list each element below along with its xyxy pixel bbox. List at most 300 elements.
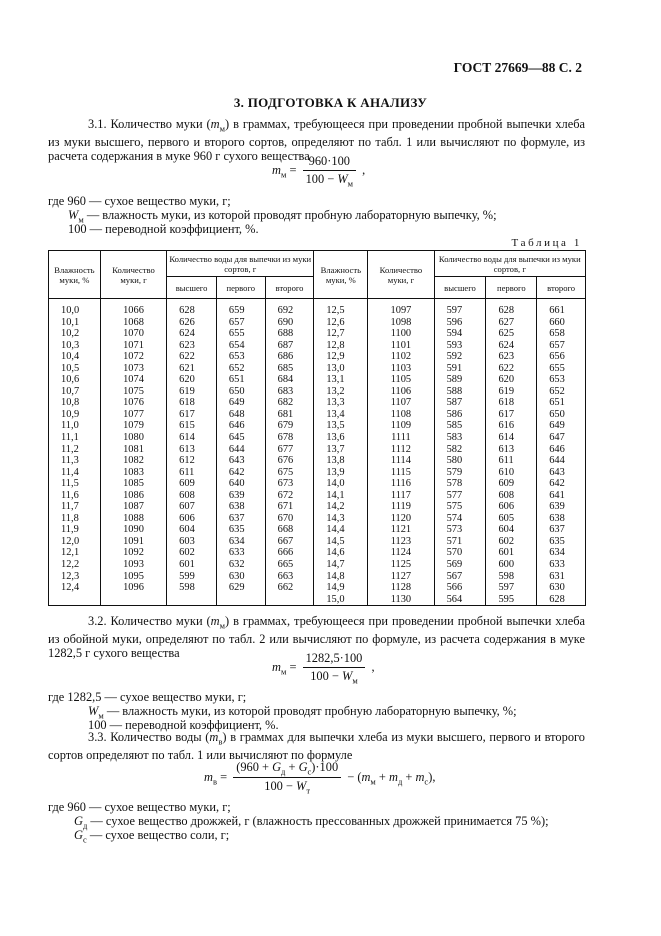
table-cell: 14,1 bbox=[314, 490, 368, 502]
table-cell: 611 bbox=[486, 455, 537, 467]
table-row bbox=[49, 582, 586, 594]
table-cell: 567 bbox=[434, 571, 486, 583]
table-cell: 1101 bbox=[368, 340, 434, 352]
table-cell bbox=[265, 594, 314, 606]
text: ) в граммах, требующееся при проведении пробной выпечки хлеба из муки высшего, первого и второго сортов, определяют по табл. 1 или вычисляют по формуле, из расчета содержания в муке 960 г сухого вещества bbox=[48, 117, 585, 163]
table-cell: 11,6 bbox=[49, 490, 101, 502]
t: 100 — переводной коэффициент, %. bbox=[88, 718, 279, 732]
table-cell: 599 bbox=[167, 571, 217, 583]
table-cell: 569 bbox=[434, 559, 486, 571]
s: с bbox=[82, 834, 87, 845]
table-cell: 1121 bbox=[368, 524, 434, 536]
table-cell: 611 bbox=[167, 467, 217, 479]
table-cell: 624 bbox=[486, 340, 537, 352]
table-cell: 571 bbox=[434, 536, 486, 548]
table-cell: 1072 bbox=[100, 351, 166, 363]
table-cell: 1115 bbox=[368, 467, 434, 479]
table-cell: 586 bbox=[434, 409, 486, 421]
t: − ( bbox=[344, 769, 362, 784]
table-row bbox=[49, 299, 586, 317]
table-body bbox=[49, 299, 586, 606]
formula-1 bbox=[272, 154, 365, 188]
table-cell: 595 bbox=[486, 594, 537, 606]
table-row bbox=[49, 420, 586, 432]
table-cell: 598 bbox=[486, 571, 537, 583]
table-cell: 649 bbox=[537, 420, 586, 432]
table-cell: 1108 bbox=[368, 409, 434, 421]
th-flour-qty-2: Количество муки, г bbox=[368, 251, 434, 299]
table-cell: 657 bbox=[537, 340, 586, 352]
th-second-2: второго bbox=[537, 277, 586, 299]
table-row bbox=[49, 328, 586, 340]
table-cell: 602 bbox=[167, 547, 217, 559]
v: m bbox=[361, 769, 371, 784]
table-cell: 637 bbox=[216, 513, 265, 525]
table-cell: 587 bbox=[434, 397, 486, 409]
table-cell: 614 bbox=[167, 432, 217, 444]
table-cell: 630 bbox=[216, 571, 265, 583]
table-cell: 688 bbox=[265, 328, 314, 340]
where-3-2 bbox=[74, 828, 229, 846]
table-cell: 11,4 bbox=[49, 467, 101, 479]
denominator bbox=[303, 171, 357, 188]
table-cell: 13,9 bbox=[314, 467, 368, 479]
table-cell: 12,9 bbox=[314, 351, 368, 363]
table-cell: 13,5 bbox=[314, 420, 368, 432]
table-cell: 583 bbox=[434, 432, 486, 444]
table-cell: 602 bbox=[486, 536, 537, 548]
where-2-0 bbox=[48, 690, 246, 704]
den-text: 100 − bbox=[264, 779, 297, 794]
table-row bbox=[49, 571, 586, 583]
table-cell: 672 bbox=[265, 490, 314, 502]
table-cell: 566 bbox=[434, 582, 486, 594]
t: (960 + bbox=[236, 760, 273, 774]
table-cell: 685 bbox=[265, 363, 314, 375]
t: — влажность муки, из которой проводят пробную лабораторную выпечку, %; bbox=[83, 208, 497, 222]
table-cell: 641 bbox=[537, 490, 586, 502]
s: д bbox=[281, 766, 286, 777]
fraction bbox=[233, 760, 341, 796]
table-cell: 654 bbox=[216, 340, 265, 352]
table-cell: 606 bbox=[486, 501, 537, 513]
table-row bbox=[49, 524, 586, 536]
v: G bbox=[272, 760, 282, 774]
table-cell: 1085 bbox=[100, 478, 166, 490]
var: m bbox=[210, 117, 220, 131]
table-cell: 12,0 bbox=[49, 536, 101, 548]
table-cell: 633 bbox=[537, 559, 586, 571]
table-cell: 608 bbox=[486, 490, 537, 502]
s: м bbox=[78, 214, 84, 225]
table-cell: 675 bbox=[265, 467, 314, 479]
t: )·100 bbox=[311, 760, 339, 774]
table-cell: 623 bbox=[486, 351, 537, 363]
table-cell: 13,7 bbox=[314, 444, 368, 456]
table-cell: 1130 bbox=[368, 594, 434, 606]
s: м bbox=[98, 710, 104, 721]
table-cell: 1106 bbox=[368, 386, 434, 398]
table-row bbox=[49, 467, 586, 479]
table-cell: 608 bbox=[167, 490, 217, 502]
table-cell: 1124 bbox=[368, 547, 434, 559]
table-cell: 667 bbox=[265, 536, 314, 548]
table-cell: 613 bbox=[167, 444, 217, 456]
table-cell: 637 bbox=[537, 524, 586, 536]
table-cell: 660 bbox=[537, 317, 586, 329]
t: — сухое вещество соли, г; bbox=[86, 828, 230, 842]
text: ) в граммах для выпечки хлеба из муки высшего, первого и второго сортов определяют по табл. 1 или вычисляют по формуле bbox=[48, 730, 585, 763]
table-cell: 14,9 bbox=[314, 582, 368, 594]
table-cell: 1125 bbox=[368, 559, 434, 571]
table-row bbox=[49, 386, 586, 398]
table-row bbox=[49, 547, 586, 559]
var-sub: м bbox=[219, 620, 226, 631]
den-var: W bbox=[341, 669, 353, 683]
table-cell: 10,6 bbox=[49, 374, 101, 386]
th-moisture-2: Влажность муки, % bbox=[314, 251, 368, 299]
var: m bbox=[209, 730, 219, 744]
table-cell: 10,8 bbox=[49, 397, 101, 409]
table-cell: 11,9 bbox=[49, 524, 101, 536]
table-cell: 1103 bbox=[368, 363, 434, 375]
fraction bbox=[303, 154, 357, 188]
table-row bbox=[49, 340, 586, 352]
table-cell: 10,5 bbox=[49, 363, 101, 375]
table-cell: 588 bbox=[434, 386, 486, 398]
table-cell: 1083 bbox=[100, 467, 166, 479]
s: д bbox=[397, 776, 403, 787]
table-cell: 1112 bbox=[368, 444, 434, 456]
table-cell: 628 bbox=[167, 299, 217, 317]
table-cell: 11,7 bbox=[49, 501, 101, 513]
table-cell: 14,6 bbox=[314, 547, 368, 559]
table-cell: 621 bbox=[167, 363, 217, 375]
table-row bbox=[49, 363, 586, 375]
table-cell: 612 bbox=[167, 455, 217, 467]
table-cell: 14,8 bbox=[314, 571, 368, 583]
table-cell: 618 bbox=[486, 397, 537, 409]
table-cell: 677 bbox=[265, 444, 314, 456]
table-cell: 644 bbox=[216, 444, 265, 456]
eq: = bbox=[289, 660, 297, 675]
table-cell: 10,1 bbox=[49, 317, 101, 329]
table-cell: 578 bbox=[434, 478, 486, 490]
table-cell: 603 bbox=[167, 536, 217, 548]
table-cell: 12,1 bbox=[49, 547, 101, 559]
table-cell: 615 bbox=[167, 420, 217, 432]
table-cell: 564 bbox=[434, 594, 486, 606]
th-moisture: Влажность муки, % bbox=[49, 251, 101, 299]
th-water-2: Количество воды для выпечки из муки сортов, г bbox=[434, 251, 585, 277]
table-cell: 11,0 bbox=[49, 420, 101, 432]
table-cell: 626 bbox=[167, 317, 217, 329]
table-cell: 1117 bbox=[368, 490, 434, 502]
table-cell: 10,9 bbox=[49, 409, 101, 421]
table-cell: 1128 bbox=[368, 582, 434, 594]
table-cell: 1090 bbox=[100, 524, 166, 536]
table-cell: 1109 bbox=[368, 420, 434, 432]
table-caption: Таблица 1 bbox=[511, 237, 582, 249]
text: 3.3. Количество воды ( bbox=[88, 730, 210, 744]
table-cell: 12,2 bbox=[49, 559, 101, 571]
table-cell: 638 bbox=[216, 501, 265, 513]
table-cell: 642 bbox=[216, 467, 265, 479]
table-cell: 1068 bbox=[100, 317, 166, 329]
t: — влажность муки, из которой проводят пробную лабораторную выпечку, %; bbox=[103, 704, 517, 718]
table-cell: 13,6 bbox=[314, 432, 368, 444]
lhs-sub: м bbox=[280, 169, 287, 180]
t: + bbox=[402, 769, 416, 784]
table-cell bbox=[100, 594, 166, 606]
table-cell: 609 bbox=[167, 478, 217, 490]
table-row bbox=[49, 374, 586, 386]
table-cell: 596 bbox=[434, 317, 486, 329]
table-cell: 1095 bbox=[100, 571, 166, 583]
table-cell: 623 bbox=[167, 340, 217, 352]
table-cell: 1111 bbox=[368, 432, 434, 444]
table-cell: 619 bbox=[167, 386, 217, 398]
table-row bbox=[49, 559, 586, 571]
table-cell: 570 bbox=[434, 547, 486, 559]
table-cell: 1097 bbox=[368, 299, 434, 317]
table-cell: 639 bbox=[537, 501, 586, 513]
table-cell: 1077 bbox=[100, 409, 166, 421]
table-cell: 1123 bbox=[368, 536, 434, 548]
table-cell: 1091 bbox=[100, 536, 166, 548]
table-cell: 1076 bbox=[100, 397, 166, 409]
table-cell: 634 bbox=[216, 536, 265, 548]
table-cell: 1080 bbox=[100, 432, 166, 444]
table-cell: 652 bbox=[537, 386, 586, 398]
table-cell: 597 bbox=[486, 582, 537, 594]
table-cell: 1079 bbox=[100, 420, 166, 432]
table-cell: 625 bbox=[486, 328, 537, 340]
table-cell: 634 bbox=[537, 547, 586, 559]
table-cell: 650 bbox=[216, 386, 265, 398]
v: G bbox=[74, 828, 83, 842]
paragraph-3-3 bbox=[48, 731, 585, 763]
table-cell: 647 bbox=[537, 432, 586, 444]
table-cell: 622 bbox=[167, 351, 217, 363]
table-cell: 1075 bbox=[100, 386, 166, 398]
table-cell: 11,5 bbox=[49, 478, 101, 490]
table-cell: 668 bbox=[265, 524, 314, 536]
table-cell: 1086 bbox=[100, 490, 166, 502]
table-row bbox=[49, 455, 586, 467]
table-cell: 653 bbox=[216, 351, 265, 363]
table-cell: 1092 bbox=[100, 547, 166, 559]
table-cell: 601 bbox=[486, 547, 537, 559]
table-cell: 655 bbox=[537, 363, 586, 375]
table-cell: 618 bbox=[167, 397, 217, 409]
v: W bbox=[68, 208, 79, 222]
table-cell: 12,7 bbox=[314, 328, 368, 340]
var: m bbox=[210, 614, 220, 628]
lhs-sub: м bbox=[280, 666, 287, 677]
den-sub: м bbox=[352, 675, 358, 686]
table-cell: 13,0 bbox=[314, 363, 368, 375]
table-cell: 12,5 bbox=[314, 299, 368, 317]
lhs: m bbox=[204, 769, 213, 784]
table-cell: 1074 bbox=[100, 374, 166, 386]
table-cell: 1093 bbox=[100, 559, 166, 571]
table-cell: 646 bbox=[537, 444, 586, 456]
table-cell: 1127 bbox=[368, 571, 434, 583]
table-cell: 687 bbox=[265, 340, 314, 352]
table-cell: 1119 bbox=[368, 501, 434, 513]
table-cell: 692 bbox=[265, 299, 314, 317]
table-cell: 589 bbox=[434, 374, 486, 386]
table-cell: 663 bbox=[265, 571, 314, 583]
s: д bbox=[82, 820, 88, 831]
table-cell: 11,1 bbox=[49, 432, 101, 444]
th-first: первого bbox=[216, 277, 265, 299]
table-cell: 629 bbox=[216, 582, 265, 594]
table-cell: 661 bbox=[537, 299, 586, 317]
table-cell: 14,2 bbox=[314, 501, 368, 513]
table-cell: 605 bbox=[486, 513, 537, 525]
table-cell: 690 bbox=[265, 317, 314, 329]
table-row bbox=[49, 478, 586, 490]
table-cell: 12,3 bbox=[49, 571, 101, 583]
page-header: ГОСТ 27669—88 С. 2 bbox=[453, 60, 582, 75]
section-title: 3. ПОДГОТОВКА К АНАЛИЗУ bbox=[233, 95, 428, 110]
t: + bbox=[285, 760, 299, 774]
var-sub: в bbox=[218, 736, 223, 747]
t: + bbox=[375, 769, 389, 784]
table-cell: 13,8 bbox=[314, 455, 368, 467]
table-cell: 651 bbox=[216, 374, 265, 386]
den-sub: м bbox=[347, 178, 354, 189]
table-cell: 639 bbox=[216, 490, 265, 502]
table-cell: 617 bbox=[167, 409, 217, 421]
table-cell: 10,0 bbox=[49, 299, 101, 317]
text: ) в граммах, требующееся при проведении пробной выпечки хлеба из обойной муки, определяют по табл. 2 или вычисляют по формуле, из расчета содержания в муке 1282,5 г сухого вещества bbox=[48, 614, 585, 660]
table-cell: 628 bbox=[537, 594, 586, 606]
table-cell: 679 bbox=[265, 420, 314, 432]
table-cell: 666 bbox=[265, 547, 314, 559]
table-cell: 604 bbox=[167, 524, 217, 536]
th-first-2: первого bbox=[486, 277, 537, 299]
table-row bbox=[49, 594, 586, 606]
table-cell: 13,2 bbox=[314, 386, 368, 398]
table-row bbox=[49, 513, 586, 525]
th-second: второго bbox=[265, 277, 314, 299]
table-cell: 609 bbox=[486, 478, 537, 490]
table-cell: 1114 bbox=[368, 455, 434, 467]
table-cell: 676 bbox=[265, 455, 314, 467]
table-cell: 610 bbox=[486, 467, 537, 479]
table-cell: 640 bbox=[216, 478, 265, 490]
v: G bbox=[74, 814, 83, 828]
table-cell: 10,2 bbox=[49, 328, 101, 340]
table-cell: 14,3 bbox=[314, 513, 368, 525]
table-cell: 658 bbox=[537, 328, 586, 340]
text: 3.1. Количество муки ( bbox=[88, 117, 211, 131]
table-cell: 678 bbox=[265, 432, 314, 444]
table-row bbox=[49, 351, 586, 363]
table-cell: 1105 bbox=[368, 374, 434, 386]
table-cell: 15,0 bbox=[314, 594, 368, 606]
s: с bbox=[307, 766, 312, 777]
table-cell bbox=[49, 594, 101, 606]
table-cell: 662 bbox=[265, 582, 314, 594]
t: — сухое вещество дрожжей, г (влажность прессованных дрожжей принимается 75 %); bbox=[87, 814, 549, 828]
table-cell: 577 bbox=[434, 490, 486, 502]
table-row bbox=[49, 432, 586, 444]
table-cell: 12,4 bbox=[49, 582, 101, 594]
table-cell bbox=[167, 594, 217, 606]
eq: = bbox=[289, 163, 297, 178]
den-sub: т bbox=[306, 785, 311, 796]
th-top-2: высшего bbox=[434, 277, 486, 299]
table-cell: 638 bbox=[537, 513, 586, 525]
th-flour-qty: Количество муки, г bbox=[100, 251, 166, 299]
table-cell: 13,4 bbox=[314, 409, 368, 421]
table-cell: 627 bbox=[486, 317, 537, 329]
t: ), bbox=[428, 769, 436, 784]
fraction bbox=[303, 651, 366, 685]
table-cell: 673 bbox=[265, 478, 314, 490]
table-cell: 648 bbox=[216, 409, 265, 421]
numerator: 960·100 bbox=[303, 154, 357, 171]
table-cell: 1120 bbox=[368, 513, 434, 525]
table-cell: 657 bbox=[216, 317, 265, 329]
table-cell: 10,4 bbox=[49, 351, 101, 363]
table-cell: 582 bbox=[434, 444, 486, 456]
den-var: W bbox=[337, 172, 348, 186]
table-cell: 1107 bbox=[368, 397, 434, 409]
table-cell: 11,8 bbox=[49, 513, 101, 525]
table-cell: 631 bbox=[537, 571, 586, 583]
table-cell: 619 bbox=[486, 386, 537, 398]
v: W bbox=[88, 704, 99, 718]
table-cell: 651 bbox=[537, 397, 586, 409]
table-cell: 646 bbox=[216, 420, 265, 432]
table-cell: 670 bbox=[265, 513, 314, 525]
table-cell: 579 bbox=[434, 467, 486, 479]
lhs: m bbox=[272, 660, 281, 675]
numerator bbox=[233, 760, 341, 778]
table-row bbox=[49, 444, 586, 456]
text: 3.2. Количество муки ( bbox=[88, 614, 211, 628]
table-cell: 1088 bbox=[100, 513, 166, 525]
table-cell: 643 bbox=[537, 467, 586, 479]
table-cell: 10,3 bbox=[49, 340, 101, 352]
table-cell: 645 bbox=[216, 432, 265, 444]
table-cell: 620 bbox=[167, 374, 217, 386]
table-cell: 617 bbox=[486, 409, 537, 421]
s: м bbox=[370, 776, 376, 787]
table-cell: 642 bbox=[537, 478, 586, 490]
table-cell: 14,7 bbox=[314, 559, 368, 571]
table-cell: 607 bbox=[167, 501, 217, 513]
table-cell: 12,6 bbox=[314, 317, 368, 329]
table-cell: 592 bbox=[434, 351, 486, 363]
table-cell: 10,7 bbox=[49, 386, 101, 398]
den-text: 100 − bbox=[305, 172, 338, 186]
table-cell: 614 bbox=[486, 432, 537, 444]
table-cell: 1100 bbox=[368, 328, 434, 340]
table-cell: 12,8 bbox=[314, 340, 368, 352]
table-cell: 14,0 bbox=[314, 478, 368, 490]
table-cell: 585 bbox=[434, 420, 486, 432]
table-row bbox=[49, 490, 586, 502]
table-cell: 613 bbox=[486, 444, 537, 456]
table-cell: 650 bbox=[537, 409, 586, 421]
th-top: высшего bbox=[167, 277, 217, 299]
